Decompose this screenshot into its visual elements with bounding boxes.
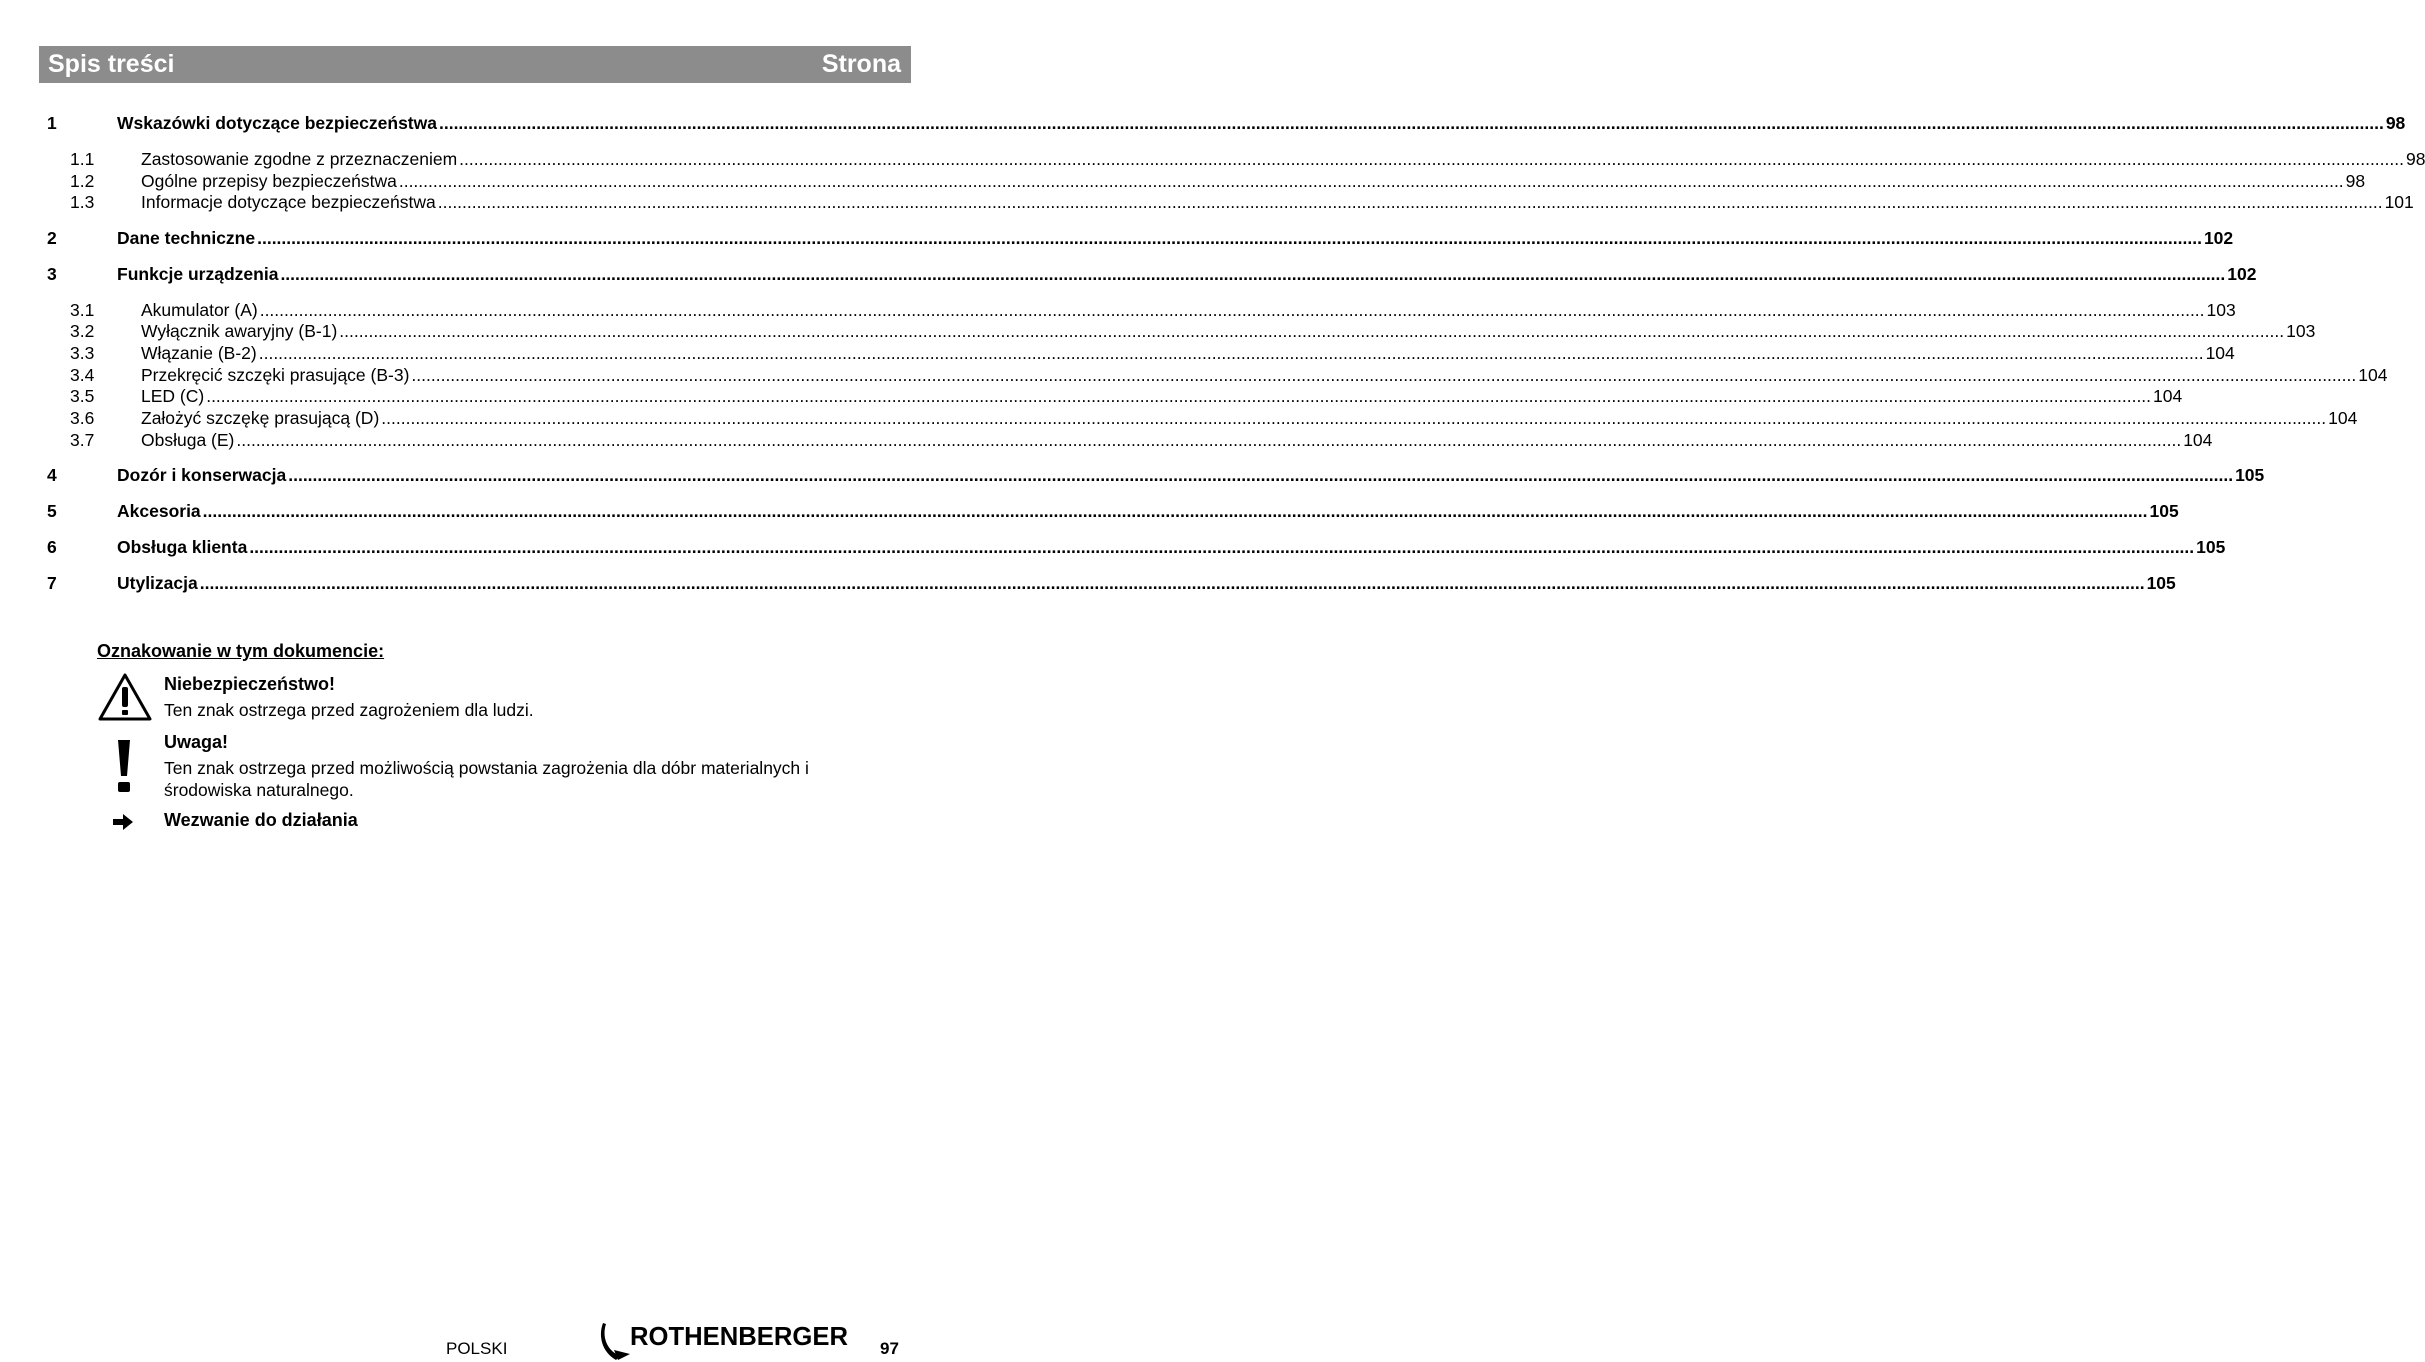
rothenberger-logo [600,1320,852,1362]
toc-entry[interactable] [0,572,2176,594]
legend-heading: Oznakowanie w tym dokumencie: [97,641,385,661]
footer-page-number: 97 [880,1339,899,1358]
toc-entry[interactable] [0,464,2265,486]
toc-entry-number: 6 [47,537,57,557]
toc-entry[interactable] [0,148,2425,170]
toc-entry-number: 3 [47,264,57,284]
toc-entry-title: Włązanie (B-2) [141,343,257,363]
toc-entry-page: 105 [2235,465,2265,485]
toc-entry-title: Akumulator (A) [141,300,258,320]
toc-entry[interactable] [0,227,2234,249]
toc-entry-number: 1.1 [70,149,95,169]
toc-entry-title: Założyć szczękę prasującą (D) [141,408,380,428]
toc-entry-title: Przekręcić szczęki prasujące (B-3) [141,365,410,385]
toc-entry-page: 105 [2196,537,2226,557]
toc-entry[interactable] [0,320,2316,342]
toc-entry-page: 103 [2286,321,2316,341]
dot-leader: ................................................................................................................................................................................................................................................................................................................................................................................................................ [259,300,2205,320]
danger-title: Niebezpieczeństwo! [164,674,336,694]
dot-leader: ................................................................................................................................................................................................................................................................................................................................................................................................................ [206,386,2152,406]
toc-entry-page: 102 [2227,264,2257,284]
toc-entry-page: 104 [2153,386,2183,406]
toc-entry-number: 4 [47,465,57,485]
dot-leader: ................................................................................................................................................................................................................................................................................................................................................................................................................ [236,430,2182,450]
toc-entry-number: 1.3 [70,192,95,212]
toc-entry-page: 103 [2206,300,2236,320]
dot-leader: ................................................................................................................................................................................................................................................................................................................................................................................................................ [438,113,2384,133]
toc-entry-number: 5 [47,501,57,521]
toc-entry-title: Wyłącznik awaryjny (B-1) [141,321,338,341]
toc-entry-page: 104 [2328,408,2358,428]
action-title: Wezwanie do działania [164,810,358,830]
exclamation-icon [112,738,136,794]
toc-entry[interactable] [0,263,2257,285]
caution-text: Ten znak ostrzega przed możliwością powstania zagrożenia dla dóbr materialnych i środowiska naturalnego. [164,758,809,800]
toc-title: Spis treści [48,50,175,78]
toc-entry[interactable] [0,112,2406,134]
dot-leader: ................................................................................................................................................................................................................................................................................................................................................................................................................ [381,408,2327,428]
toc-entry-page: 98 [2405,149,2425,169]
toc-entry-page: 104 [2183,430,2213,450]
toc-entry-title: Wskazówki dotyczące bezpieczeństwa [117,113,437,133]
toc-entry-number: 3.7 [70,430,95,450]
dot-leader: ................................................................................................................................................................................................................................................................................................................................................................................................................ [257,228,2202,248]
toc-entry[interactable] [0,500,2179,522]
toc-entry[interactable] [0,191,2414,213]
dot-leader: ................................................................................................................................................................................................................................................................................................................................................................................................................ [459,149,2404,169]
toc-entry[interactable] [0,342,2235,364]
toc-entry[interactable] [0,429,2213,451]
toc-entry-page: 98 [2385,113,2406,133]
toc-entry-number: 3.4 [70,365,95,385]
danger-text: Ten znak ostrzega przed zagrożeniem dla ludzi. [164,700,534,720]
caution-title: Uwaga! [164,732,229,752]
toc-entry[interactable] [0,364,2388,386]
toc-entry[interactable] [0,536,2226,558]
dot-leader: ................................................................................................................................................................................................................................................................................................................................................................................................................ [202,501,2148,521]
toc-entry-page: 105 [2146,573,2176,593]
toc-entry-number: 3.3 [70,343,95,363]
dot-leader: ................................................................................................................................................................................................................................................................................................................................................................................................................ [199,573,2145,593]
toc-entry-number: 3.1 [70,300,95,320]
warning-triangle-icon [97,672,153,722]
toc-entry-number: 2 [47,228,57,248]
dot-leader: ................................................................................................................................................................................................................................................................................................................................................................................................................ [437,192,2383,212]
table-of-contents [0,0,2425,600]
toc-entry-number: 3.5 [70,386,95,406]
toc-entry-title: Funkcje urządzenia [117,264,279,284]
toc-entry[interactable] [0,170,2366,192]
dot-leader: ................................................................................................................................................................................................................................................................................................................................................................................................................ [288,465,2234,485]
toc-entry-number: 1 [47,113,57,133]
toc-entry-title: Dozór i konserwacja [117,465,287,485]
toc-entry-title: Obsługa klienta [117,537,248,557]
toc-entry-page: 104 [2205,343,2235,363]
toc-entry-page: 98 [2345,171,2366,191]
toc-entry[interactable] [0,385,2183,407]
toc-entry-title: Akcesoria [117,501,201,521]
dot-leader: ................................................................................................................................................................................................................................................................................................................................................................................................................ [398,171,2344,191]
toc-entry-page: 101 [2384,192,2414,212]
toc-entry-page: 102 [2203,228,2234,248]
arrow-right-icon [111,812,135,832]
toc-entry[interactable] [0,407,2358,429]
toc-entry-title: Utylizacja [117,573,198,593]
toc-entry-title: Ogólne przepisy bezpieczeństwa [141,171,397,191]
toc-entry-number: 1.2 [70,171,95,191]
dot-leader: ................................................................................................................................................................................................................................................................................................................................................................................................................ [411,365,2357,385]
dot-leader: ................................................................................................................................................................................................................................................................................................................................................................................................................ [249,537,2195,557]
footer-language: POLSKI [446,1339,508,1358]
dot-leader: ................................................................................................................................................................................................................................................................................................................................................................................................................ [339,321,2285,341]
toc-entry[interactable] [0,299,2236,321]
page-column-label: Strona [821,50,901,78]
toc-entry-title: Informacje dotyczące bezpieczeństwa [141,192,436,212]
dot-leader: ................................................................................................................................................................................................................................................................................................................................................................................................................ [280,264,2226,284]
toc-entry-title: Obsługa (E) [141,430,235,450]
toc-entry-number: 3.6 [70,408,95,428]
brand-name: ROTHENBERGER [630,1321,849,1351]
toc-entry-page: 105 [2149,501,2179,521]
toc-entry-title: LED (C) [141,386,205,406]
dot-leader: ................................................................................................................................................................................................................................................................................................................................................................................................................ [258,343,2204,363]
toc-entry-number: 3.2 [70,321,95,341]
toc-entry-title: Dane techniczne [117,228,256,248]
toc-entry-page: 104 [2358,365,2388,385]
toc-entry-number: 7 [47,573,57,593]
toc-entry-title: Zastosowanie zgodne z przeznaczeniem [141,149,458,169]
